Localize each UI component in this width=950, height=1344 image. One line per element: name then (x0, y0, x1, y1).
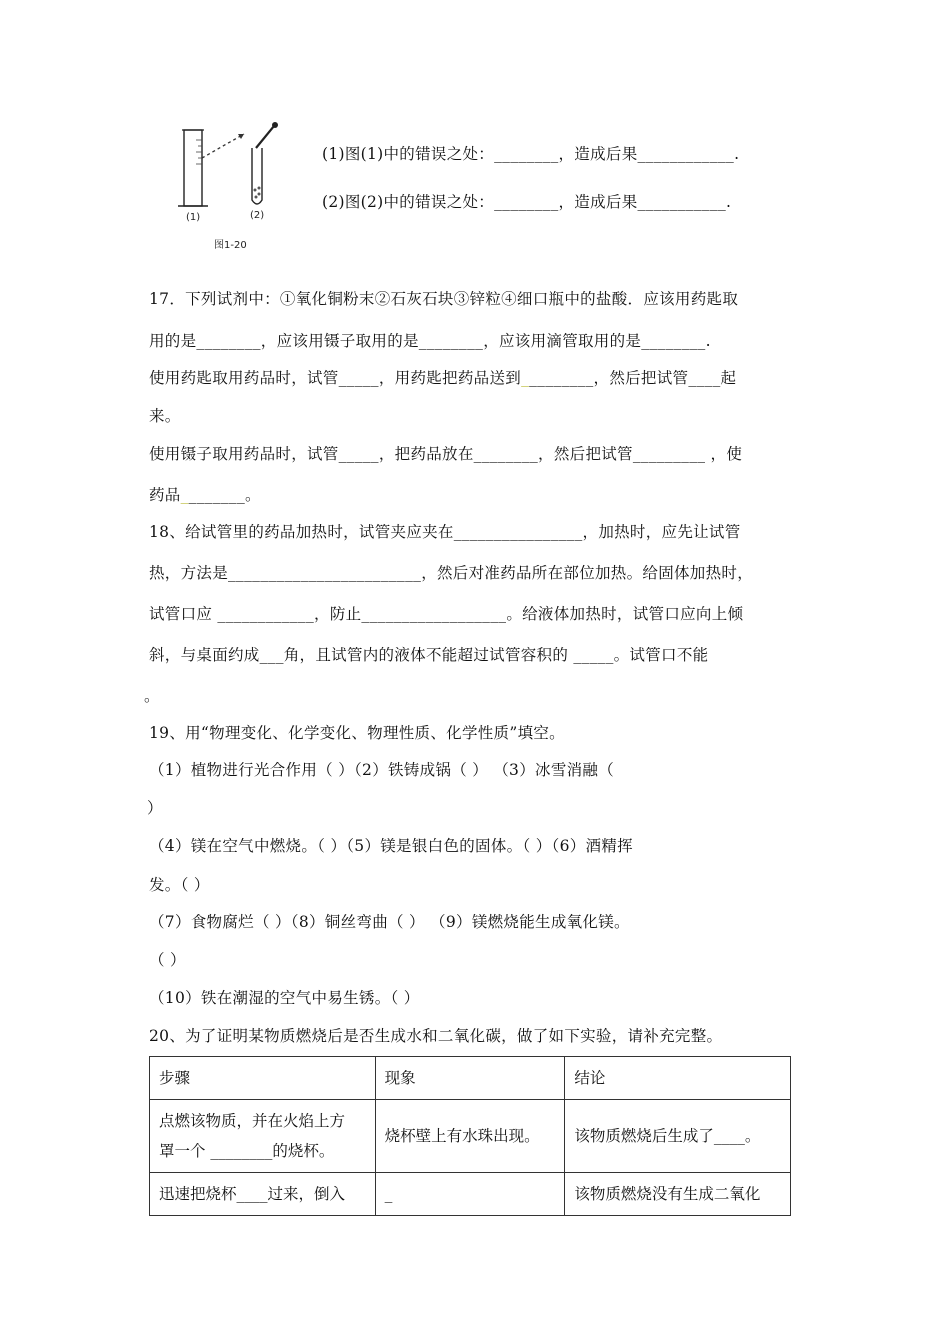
q19-line-6: （7）食物腐烂（ ）（8）铜丝弯曲（ ） （9）镁燃烧能生成氧化镁。 (149, 913, 630, 931)
q17-line-2: 用的是________，应该用镊子取用的是________，应该用滴管取用的是________. (149, 332, 711, 350)
row2-step: 迅速把烧杯____过来，倒入 (150, 1173, 376, 1216)
q17-line-3-mark: _ (521, 369, 530, 387)
q19-line-3: ） (147, 799, 163, 817)
q20-intro: 20、为了证明某物质燃烧后是否生成水和二氧化碳，做了如下实验，请补充完整。 (149, 1027, 723, 1045)
q19-line-4: （4）镁在空气中燃烧。（ ）（5）镁是银白色的固体。（ ）（6）酒精挥 (149, 837, 633, 855)
q17-line-6 (149, 483, 261, 505)
figure-caption: 图1-20 (214, 240, 247, 251)
row1-conclusion: 该物质燃烧后生成了____。 (565, 1100, 791, 1173)
q19-line-1: 19、用“物理变化、化学变化、物理性质、化学性质”填空。 (149, 724, 565, 742)
q17-line-3b: ________，然后把试管____起 (529, 369, 737, 387)
q19-line-8: （10）铁在潮湿的空气中易生锈。（ ） (149, 989, 420, 1007)
q18-line-2: 热，方法是________________________，然后对准药品所在部位加热。给固体加热时， (149, 564, 754, 582)
q17-line-6a: 药品 (149, 486, 181, 504)
q19-line-2: （1）植物进行光合作用（ ）（2）铁铸成锅（ ） （3）冰雪消融（ (149, 761, 615, 779)
q18-line-5: 。 (144, 687, 160, 705)
row2-phenomenon: _ (375, 1173, 565, 1216)
q17-line-1: 17．下列试剂中：①氧化铜粉末②石灰石块③锌粒④细口瓶中的盐酸．应该用药匙取 (149, 290, 739, 308)
header-step: 步骤 (150, 1057, 376, 1100)
q19-line-7: （ ） (149, 951, 186, 969)
table-row (150, 1173, 791, 1216)
q18-line-1: 18、给试管里的药品加热时，试管夹应夹在________________，加热时，应先让试管 (149, 523, 741, 541)
row1-step-line-1: 点燃该物质，并在火焰上方 (159, 1112, 346, 1130)
q17-line-6b: _______。 (188, 486, 261, 504)
figure-1-20 (168, 118, 288, 258)
q18-line-3: 试管口应 ____________，防止__________________。给液体加热时，试管口应向上倾 (149, 605, 744, 623)
q16-line-1: (1)图(1)中的错误之处：________，造成后果____________. (322, 145, 740, 163)
row1-phenomenon: 烧杯壁上有水珠出现。 (375, 1100, 565, 1173)
row1-step-line-2: 罩一个 ________的烧杯。 (159, 1142, 335, 1160)
table-header-row (150, 1057, 791, 1100)
q17-line-4: 来。 (149, 407, 181, 425)
q17-line-6-mark: _ (180, 486, 189, 504)
header-conclusion: 结论 (565, 1057, 791, 1100)
q16-line-2: (2)图(2)中的错误之处：________，造成后果___________. (322, 193, 732, 211)
figure-label-2: (2) (250, 210, 265, 221)
table-row (150, 1100, 791, 1173)
row2-conclusion: 该物质燃烧没有生成二氧化 (565, 1173, 791, 1216)
q19-line-5: 发。（ ） (149, 876, 210, 894)
q18-line-4: 斜，与桌面约成___角，且试管内的液体不能超过试管容积的 _____。试管口不能 (149, 646, 709, 664)
row1-step (150, 1100, 376, 1173)
q17-line-3a: 使用药匙取用药品时，试管_____，用药匙把药品送到 (149, 369, 522, 387)
experiment-table (149, 1056, 791, 1216)
header-phenomenon: 现象 (375, 1057, 565, 1100)
q17-line-5: 使用镊子取用药品时，试管_____，把药品放在________，然后把试管_________ ，使 (149, 445, 743, 463)
q17-line-3 (149, 366, 736, 388)
figure-label-1: (1) (186, 212, 201, 223)
